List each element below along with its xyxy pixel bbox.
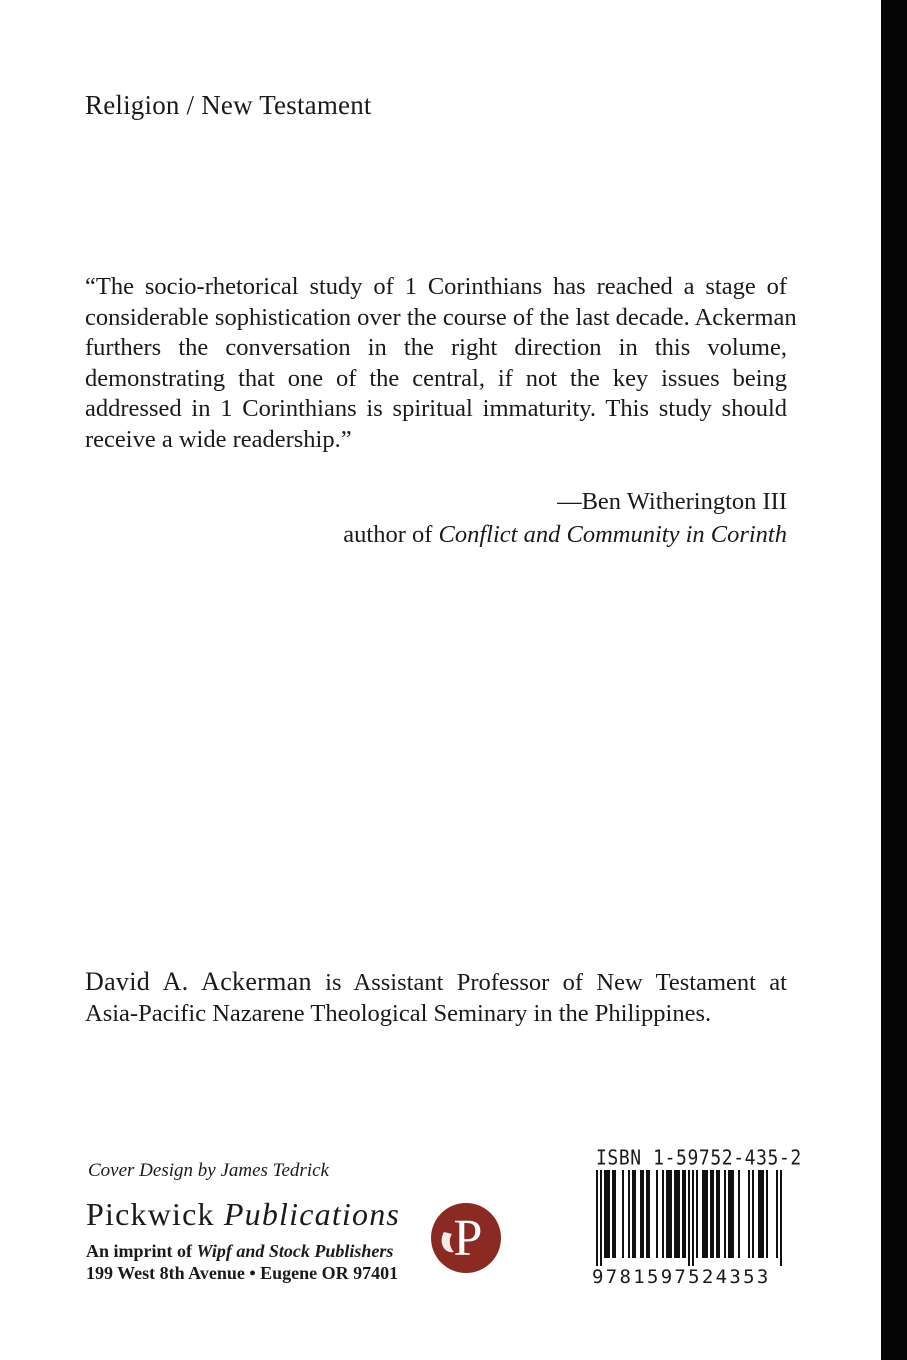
barcode-bar bbox=[642, 1170, 644, 1258]
barcode-bar bbox=[780, 1170, 782, 1266]
barcode-bar bbox=[614, 1170, 616, 1258]
publisher-name bbox=[86, 1196, 400, 1233]
attribution-book-title: Conflict and Community in Corinth bbox=[438, 521, 787, 548]
barcode-bar bbox=[712, 1170, 714, 1258]
quote-line: considerable sophistication over the course of the last decade. Ackerman bbox=[85, 303, 797, 331]
barcode-bar bbox=[662, 1170, 664, 1258]
barcode-bar bbox=[684, 1170, 686, 1258]
barcode-bar bbox=[666, 1170, 668, 1258]
quote-line: addressed in 1 Corinthians is spiritual immaturity. This study should bbox=[85, 395, 787, 422]
barcode-bar bbox=[622, 1170, 624, 1258]
barcode-bar bbox=[760, 1170, 762, 1258]
quote-line: furthers the conversation in the right direction in this volume, bbox=[85, 334, 787, 361]
cover-design-credit: Cover Design by James Tedrick bbox=[88, 1160, 329, 1181]
barcode-bar bbox=[762, 1170, 764, 1258]
quote-line: receive a wide readership.” bbox=[85, 425, 352, 453]
bio-line1-text: is Assistant Professor of New Testament at bbox=[311, 969, 787, 996]
bio-line: Asia-Pacific Nazarene Theological Seminary in the Philippines. bbox=[85, 1000, 712, 1027]
barcode-bar bbox=[634, 1170, 636, 1258]
barcode-bar bbox=[704, 1170, 706, 1258]
spine-edge bbox=[881, 0, 907, 1360]
barcode-bar bbox=[724, 1170, 726, 1258]
endorsement-quote bbox=[85, 272, 797, 455]
barcode-bar bbox=[676, 1170, 678, 1258]
barcode-bar bbox=[706, 1170, 708, 1258]
bio-line bbox=[85, 966, 787, 998]
barcode-bar bbox=[656, 1170, 658, 1258]
category-label: Religion / New Testament bbox=[85, 90, 372, 120]
publisher-name-roman: Pickwick bbox=[86, 1196, 224, 1232]
barcode-bar bbox=[646, 1170, 648, 1258]
barcode-bar bbox=[632, 1170, 634, 1258]
barcode-bar bbox=[732, 1170, 734, 1258]
isbn-label: ISBN 1-59752-435-2 bbox=[596, 1146, 802, 1171]
barcode-bar bbox=[716, 1170, 718, 1258]
pickwick-p-logo-icon bbox=[430, 1202, 502, 1274]
publisher-name-italic: Publications bbox=[223, 1196, 401, 1232]
barcode-bar bbox=[730, 1170, 732, 1258]
imprint-line bbox=[86, 1240, 398, 1262]
barcode-bar bbox=[766, 1170, 768, 1258]
imprint-prefix: An imprint of bbox=[86, 1241, 197, 1261]
logo-letter: P bbox=[453, 1210, 483, 1267]
barcode-bar bbox=[738, 1170, 740, 1258]
barcode-bar bbox=[728, 1170, 730, 1258]
barcode-bar bbox=[692, 1170, 694, 1266]
barcode-bar bbox=[752, 1170, 754, 1258]
quote-attribution bbox=[343, 485, 787, 551]
barcode-bar bbox=[718, 1170, 720, 1258]
barcode-bar bbox=[688, 1170, 690, 1266]
barcode-bar bbox=[678, 1170, 680, 1258]
publisher-imprint bbox=[86, 1240, 398, 1284]
barcode-bar bbox=[608, 1170, 610, 1258]
isbn-barcode bbox=[590, 1146, 802, 1296]
author-bio bbox=[85, 966, 787, 1029]
barcode-bar bbox=[702, 1170, 704, 1258]
barcode-bar bbox=[628, 1170, 630, 1258]
attribution-credit bbox=[343, 518, 787, 551]
barcode-bar bbox=[696, 1170, 698, 1258]
barcode-bar bbox=[640, 1170, 642, 1258]
barcode-bar bbox=[596, 1170, 598, 1266]
bio-author-name: David A. Ackerman bbox=[85, 967, 312, 996]
attribution-prefix: author of bbox=[343, 521, 439, 548]
barcode-bar bbox=[682, 1170, 684, 1258]
barcode-bar bbox=[674, 1170, 676, 1258]
barcode-bar bbox=[612, 1170, 614, 1258]
barcode-bar bbox=[710, 1170, 712, 1258]
barcode-bar bbox=[600, 1170, 602, 1266]
barcode-bar bbox=[748, 1170, 750, 1258]
barcode-bars bbox=[590, 1170, 784, 1266]
barcode-bar bbox=[604, 1170, 606, 1258]
barcode-digits: 9781597524353 bbox=[592, 1266, 771, 1288]
barcode-bar bbox=[776, 1170, 778, 1258]
barcode-bar bbox=[670, 1170, 672, 1258]
imprint-name: Wipf and Stock Publishers bbox=[196, 1241, 394, 1261]
quote-line: “The socio-rhetorical study of 1 Corinthians has reached a stage of bbox=[85, 273, 787, 300]
barcode-bar bbox=[668, 1170, 670, 1258]
attribution-name: —Ben Witherington III bbox=[557, 488, 787, 515]
barcode-bar bbox=[758, 1170, 760, 1258]
publisher-address: 199 West 8th Avenue • Eugene OR 97401 bbox=[86, 1263, 399, 1283]
barcode-bar bbox=[648, 1170, 650, 1258]
quote-line: demonstrating that one of the central, if not the key issues being bbox=[85, 364, 787, 392]
barcode-bar bbox=[606, 1170, 608, 1258]
